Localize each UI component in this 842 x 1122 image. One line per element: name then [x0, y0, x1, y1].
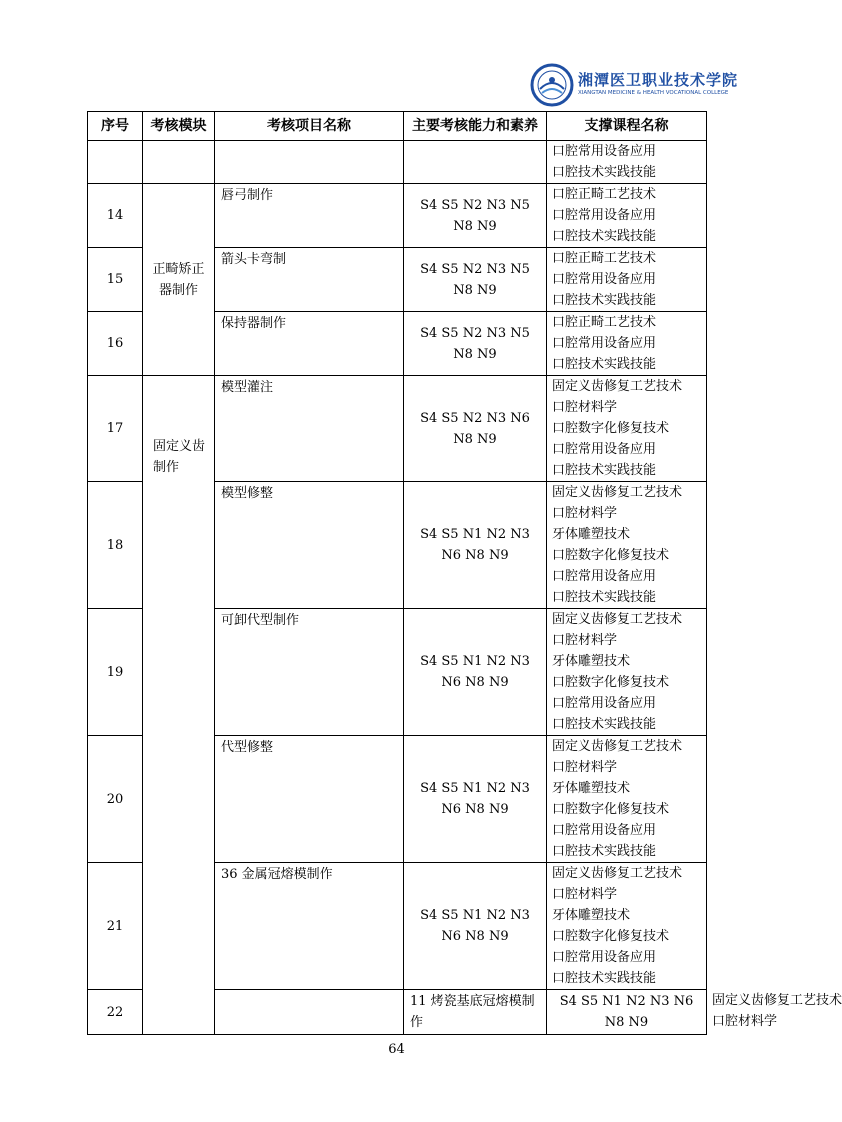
- cell-index: 17: [88, 376, 143, 482]
- cell-index: 20: [88, 736, 143, 863]
- course-item: 口腔技术实践技能: [552, 844, 657, 859]
- page-number: 64: [388, 1042, 405, 1057]
- header-item-name: 考核项目名称: [215, 112, 404, 141]
- cell-index: 22: [88, 990, 143, 1035]
- table-header-row: [88, 112, 707, 141]
- course-item: 牙体雕塑技术: [552, 654, 631, 669]
- table-row-continuation: [88, 141, 707, 184]
- header-ability: 主要考核能力和素养: [404, 112, 547, 141]
- cell-module: [143, 376, 215, 1035]
- cell-ability: S4 S5 N2 N3 N5 N8 N9: [404, 248, 547, 312]
- college-logo: [530, 63, 739, 108]
- college-name-cn: 湘潭医卫职业技术学院: [578, 71, 739, 89]
- cell-ability: S4 S5 N1 N2 N3 N6 N8 N9: [547, 990, 707, 1035]
- cell-item-name: 可卸代型制作: [215, 609, 404, 736]
- cell-ability: S4 S5 N1 N2 N3 N6 N8 N9: [404, 863, 547, 990]
- cell-index: 14: [88, 184, 143, 248]
- cell-ability: [404, 141, 547, 184]
- cell-item-name: 模型修整: [215, 482, 404, 609]
- course-item: 口腔技术实践技能: [552, 463, 657, 478]
- course-item: 口腔技术实践技能: [552, 357, 657, 372]
- course-item: 牙体雕塑技术: [552, 781, 631, 796]
- course-item: 口腔常用设备应用: [552, 336, 657, 351]
- cell-item-name: 唇弓制作: [215, 184, 404, 248]
- cell-ability: S4 S5 N1 N2 N3 N6 N8 N9: [404, 609, 547, 736]
- cell-courses: [547, 184, 707, 248]
- cell-module: [215, 990, 404, 1035]
- course-item: 口腔常用设备应用: [552, 696, 657, 711]
- course-item: 口腔技术实践技能: [552, 293, 657, 308]
- course-item: 口腔技术实践技能: [552, 229, 657, 244]
- course-item: 固定义齿修复工艺技术: [552, 866, 683, 881]
- course-item: 口腔技术实践技能: [552, 590, 657, 605]
- table-row: [88, 376, 707, 482]
- cell-index: 15: [88, 248, 143, 312]
- course-item: 口腔技术实践技能: [552, 717, 657, 732]
- cell-index: 18: [88, 482, 143, 609]
- cell-item-name: 保持器制作: [215, 312, 404, 376]
- cell-courses: [547, 609, 707, 736]
- cell-index: 19: [88, 609, 143, 736]
- cell-courses: [547, 248, 707, 312]
- cell-item-name: [215, 141, 404, 184]
- cell-module: [143, 141, 215, 184]
- cell-module: 正畸矫正器制作: [143, 184, 215, 376]
- college-seal-icon: [530, 63, 574, 107]
- course-item: 口腔数字化修复技术: [552, 548, 670, 563]
- header-courses: 支撑课程名称: [547, 112, 707, 141]
- course-item: 口腔正畸工艺技术: [552, 251, 657, 266]
- course-item: 口腔常用设备应用: [552, 950, 657, 965]
- course-item: 口腔材料学: [552, 633, 618, 648]
- assessment-table: [87, 111, 842, 1035]
- course-item: 口腔材料学: [552, 506, 618, 521]
- course-item: 口腔常用设备应用: [552, 823, 657, 838]
- cell-item-name: 36 金属冠熔模制作: [215, 863, 404, 990]
- course-item: 口腔常用设备应用: [552, 569, 657, 584]
- course-item: 口腔常用设备应用: [552, 144, 657, 159]
- header-module: 考核模块: [143, 112, 215, 141]
- cell-courses: [547, 863, 707, 990]
- cell-index: 16: [88, 312, 143, 376]
- cell-item-name: 箭头卡弯制: [215, 248, 404, 312]
- module-label: 固定义齿制作: [153, 439, 206, 475]
- header-index: 序号: [88, 112, 143, 141]
- course-item: 口腔数字化修复技术: [552, 929, 670, 944]
- course-item: 口腔常用设备应用: [552, 442, 657, 457]
- course-item: 口腔数字化修复技术: [552, 802, 670, 817]
- course-item: 口腔数字化修复技术: [552, 675, 670, 690]
- course-item: 口腔正畸工艺技术: [552, 315, 657, 330]
- cell-courses: [547, 312, 707, 376]
- cell-index: [88, 141, 143, 184]
- course-item: 固定义齿修复工艺技术: [552, 485, 683, 500]
- course-item: 固定义齿修复工艺技术: [552, 612, 683, 627]
- course-item: 牙体雕塑技术: [552, 527, 631, 542]
- college-name-en: XIANGTAN MEDICINE & HEALTH VOCATIONAL COLLEGE: [578, 90, 729, 96]
- cell-item-name: 代型修整: [215, 736, 404, 863]
- cell-courses: [547, 376, 707, 482]
- course-item: 口腔材料学: [552, 400, 618, 415]
- course-item: 口腔材料学: [552, 760, 618, 775]
- table-row: 22 11 烤瓷基底冠熔模制作 S4 S5 N1 N2 N3 N6 N8 N9 固定义齿修复工艺技术 口腔材料学: [88, 990, 707, 1035]
- cell-courses: [547, 736, 707, 863]
- cell-courses: [547, 482, 707, 609]
- course-item: 口腔材料学: [552, 887, 618, 902]
- course-item: 口腔数字化修复技术: [552, 421, 670, 436]
- cell-ability: S4 S5 N1 N2 N3 N6 N8 N9: [404, 736, 547, 863]
- course-item: 口腔技术实践技能: [552, 165, 657, 180]
- course-item: 固定义齿修复工艺技术: [552, 379, 683, 394]
- cell-ability: S4 S5 N1 N2 N3 N6 N8 N9: [404, 482, 547, 609]
- course-item: 口腔正畸工艺技术: [552, 187, 657, 202]
- table-row: [88, 184, 707, 248]
- cell-ability: S4 S5 N2 N3 N6 N8 N9: [404, 376, 547, 482]
- cell-courses: [547, 141, 707, 184]
- cell-index: 21: [88, 863, 143, 990]
- course-item: 牙体雕塑技术: [552, 908, 631, 923]
- course-item: 固定义齿修复工艺技术: [552, 739, 683, 754]
- course-item: 口腔常用设备应用: [552, 208, 657, 223]
- cell-item-name: 模型灌注: [215, 376, 404, 482]
- cell-ability: S4 S5 N2 N3 N5 N8 N9: [404, 312, 547, 376]
- cell-item-name: 11 烤瓷基底冠熔模制作: [404, 990, 547, 1035]
- cell-ability: S4 S5 N2 N3 N5 N8 N9: [404, 184, 547, 248]
- course-item: 口腔常用设备应用: [552, 272, 657, 287]
- course-item: 口腔技术实践技能: [552, 971, 657, 986]
